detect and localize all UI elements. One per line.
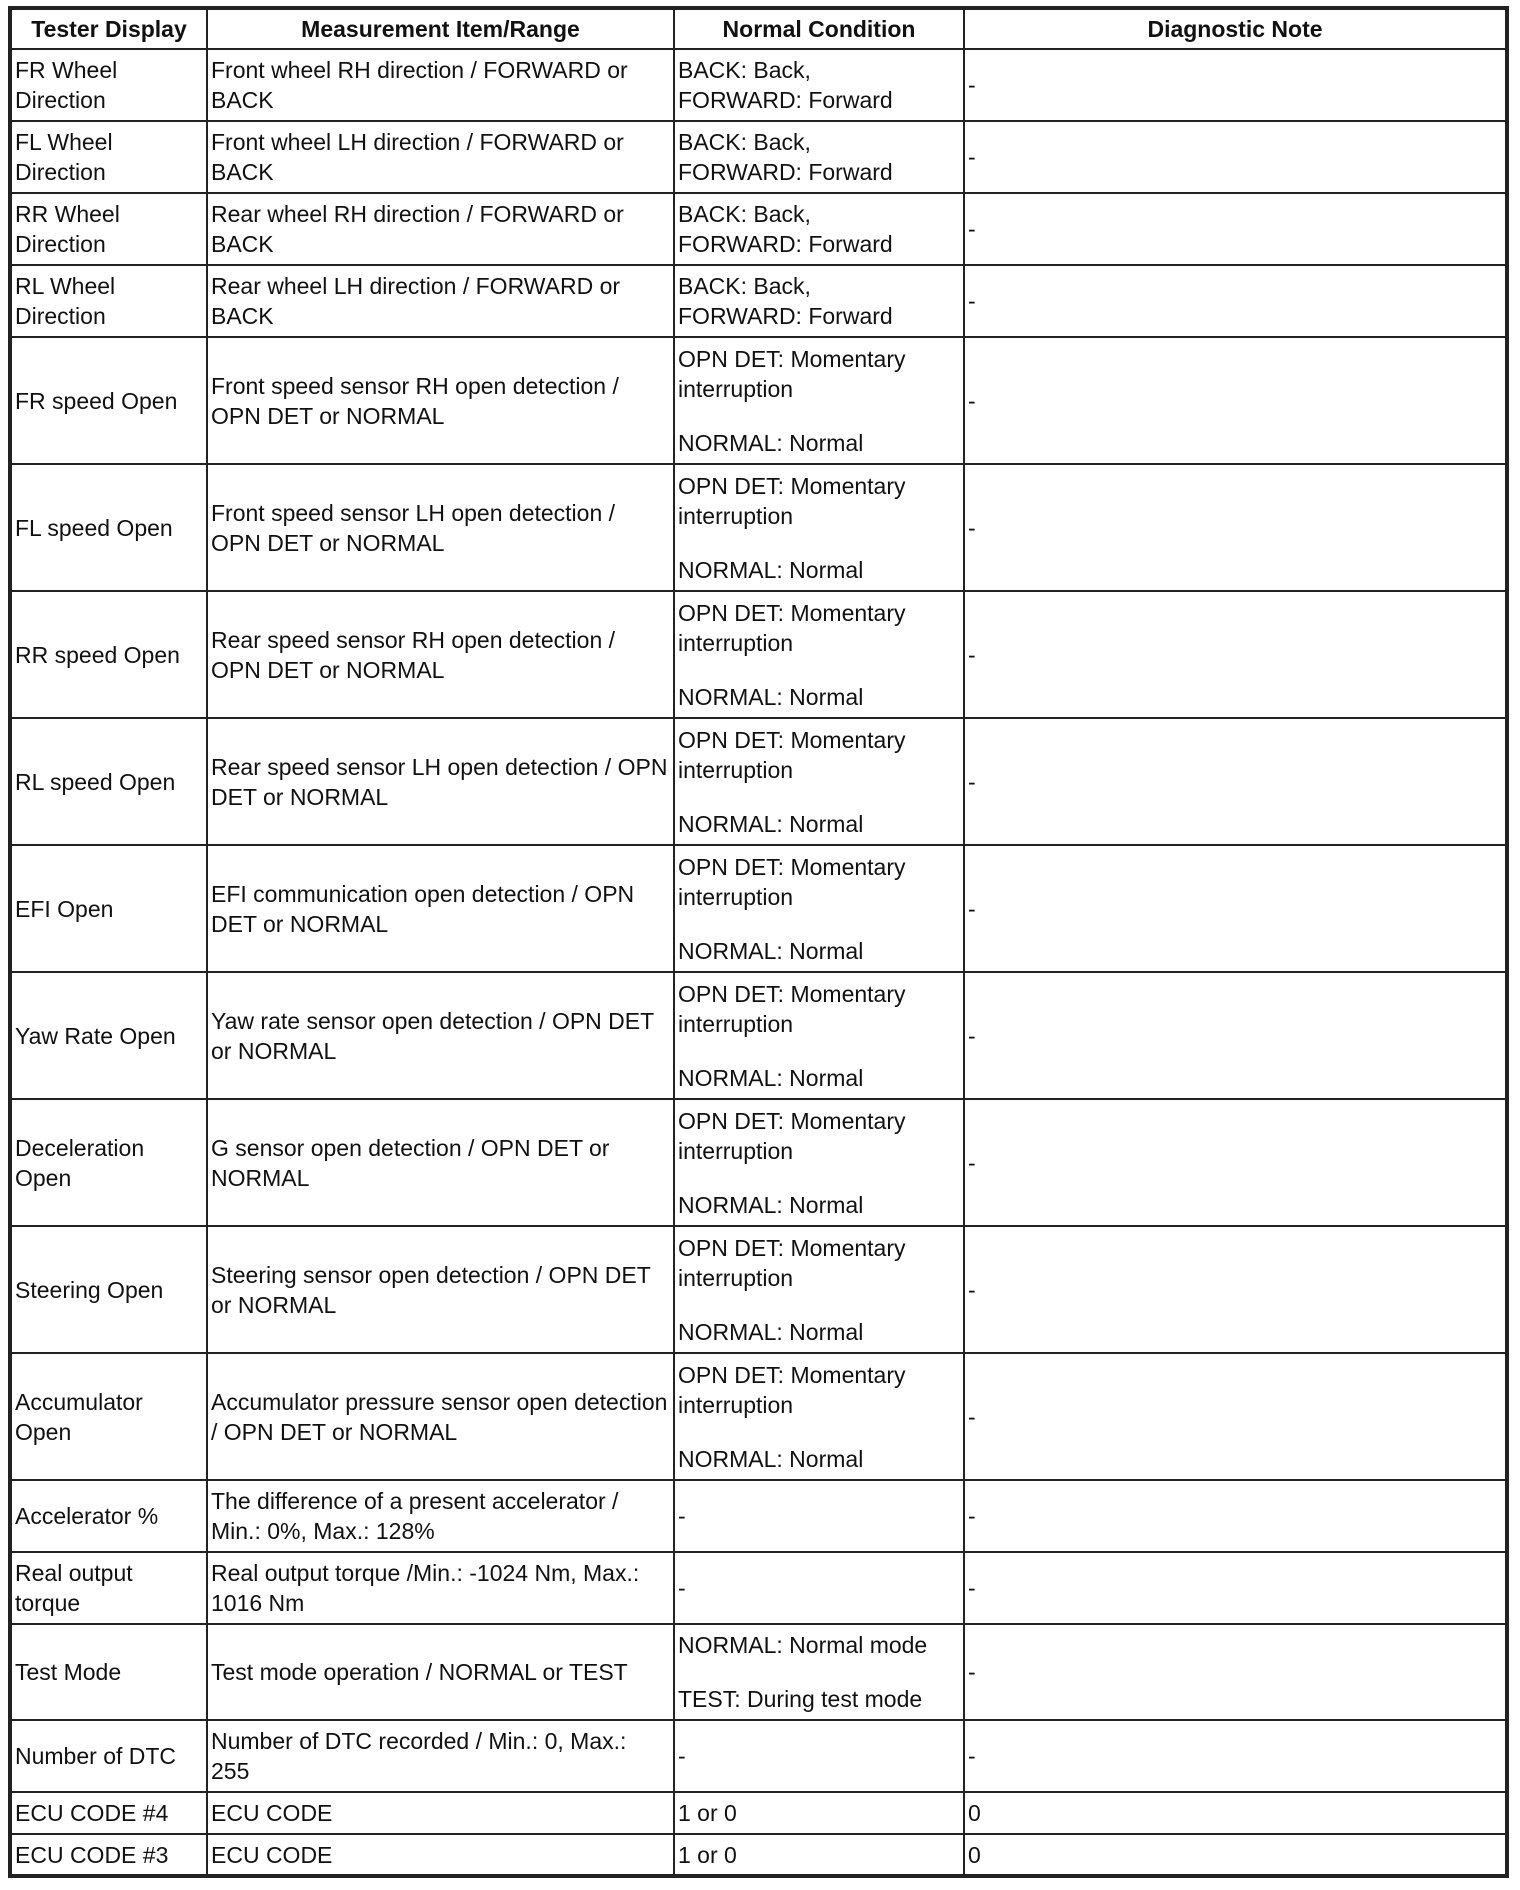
diagnostic-note-cell: -	[964, 1353, 1507, 1480]
table-row	[10, 972, 1507, 1099]
normal-condition-cell	[674, 265, 964, 337]
table-row	[10, 49, 1507, 121]
diagnostic-note-cell: -	[964, 1480, 1507, 1552]
normal-line: OPN DET: Momentary interruption	[678, 1361, 906, 1418]
normal-condition-cell	[674, 193, 964, 265]
normal-condition-cell: -	[674, 1552, 964, 1624]
data-list-table	[8, 6, 1509, 1878]
normal-line: OPN DET: Momentary interruption	[678, 980, 906, 1037]
diagnostic-note-cell: -	[964, 1720, 1507, 1792]
measurement-cell: Number of DTC recorded / Min.: 0, Max.: 255	[207, 1720, 674, 1792]
normal-line: NORMAL: Normal	[678, 937, 864, 964]
measurement-cell: EFI communication open detection / OPN DET or NORMAL	[207, 845, 674, 972]
normal-condition-cell	[674, 718, 964, 845]
table-row	[10, 1834, 1507, 1876]
tester-display-cell: Real output torque	[10, 1552, 207, 1624]
normal-line: NORMAL: Normal mode	[678, 1632, 928, 1658]
normal-line: OPN DET: Momentary interruption	[678, 599, 906, 656]
normal-line: NORMAL: Normal	[678, 1445, 864, 1472]
normal-condition-cell	[674, 845, 964, 972]
tester-display-cell: ECU CODE #3	[10, 1834, 207, 1876]
normal-line: NORMAL: Normal	[678, 1191, 864, 1218]
diagnostic-note-cell: -	[964, 193, 1507, 265]
diagnostic-note-cell: 0	[964, 1792, 1507, 1834]
table-row	[10, 1099, 1507, 1226]
normal-line: FORWARD: Forward	[678, 87, 893, 113]
diagnostic-note-cell: -	[964, 1624, 1507, 1720]
measurement-cell: Rear speed sensor LH open detection / OPN DET or NORMAL	[207, 718, 674, 845]
diagnostic-note-cell: -	[964, 591, 1507, 718]
header-diagnostic-note: Diagnostic Note	[964, 8, 1507, 49]
table-row	[10, 1720, 1507, 1792]
tester-display-cell: Accelerator %	[10, 1480, 207, 1552]
table-row	[10, 1353, 1507, 1480]
normal-condition-cell	[674, 49, 964, 121]
table-row	[10, 265, 1507, 337]
normal-condition-cell: -	[674, 1480, 964, 1552]
tester-display-cell: Number of DTC	[10, 1720, 207, 1792]
table-row	[10, 1480, 1507, 1552]
normal-line: NORMAL: Normal	[678, 556, 864, 583]
normal-line: NORMAL: Normal	[678, 810, 864, 837]
normal-line: BACK: Back,	[678, 201, 811, 227]
measurement-cell: Rear speed sensor RH open detection / OPN DET or NORMAL	[207, 591, 674, 718]
measurement-cell: The difference of a present accelerator / Min.: 0%, Max.: 128%	[207, 1480, 674, 1552]
normal-line: FORWARD: Forward	[678, 231, 893, 257]
measurement-cell: ECU CODE	[207, 1834, 674, 1876]
normal-condition-cell	[674, 1353, 964, 1480]
tester-display-cell: ECU CODE #4	[10, 1792, 207, 1834]
table-row	[10, 121, 1507, 193]
normal-line: NORMAL: Normal	[678, 1064, 864, 1091]
normal-condition-cell	[674, 1099, 964, 1226]
table-row	[10, 1624, 1507, 1720]
table-row	[10, 1552, 1507, 1624]
normal-condition-cell	[674, 464, 964, 591]
normal-condition-cell	[674, 972, 964, 1099]
normal-condition-cell	[674, 121, 964, 193]
normal-line: TEST: During test mode	[678, 1686, 923, 1712]
table-row	[10, 464, 1507, 591]
data-list-sheet	[8, 6, 1509, 1878]
diagnostic-note-cell: -	[964, 121, 1507, 193]
normal-line: OPN DET: Momentary interruption	[678, 1107, 906, 1164]
table-row	[10, 591, 1507, 718]
normal-condition-cell: -	[674, 1720, 964, 1792]
tester-display-cell: FL speed Open	[10, 464, 207, 591]
header-tester-display: Tester Display	[10, 8, 207, 49]
normal-line: OPN DET: Momentary interruption	[678, 726, 906, 783]
normal-line: BACK: Back,	[678, 129, 811, 155]
diagnostic-note-cell: -	[964, 337, 1507, 464]
diagnostic-note-cell: -	[964, 845, 1507, 972]
diagnostic-note-cell: -	[964, 265, 1507, 337]
normal-line: FORWARD: Forward	[678, 159, 893, 185]
diagnostic-note-cell: -	[964, 718, 1507, 845]
normal-line: NORMAL: Normal	[678, 1318, 864, 1345]
normal-line: OPN DET: Momentary interruption	[678, 1234, 906, 1291]
table-row	[10, 337, 1507, 464]
tester-display-cell: RL Wheel Direction	[10, 265, 207, 337]
header-normal-condition: Normal Condition	[674, 8, 964, 49]
tester-display-cell: Yaw Rate Open	[10, 972, 207, 1099]
normal-condition-cell	[674, 591, 964, 718]
normal-line: OPN DET: Momentary interruption	[678, 472, 906, 529]
header-row	[10, 8, 1507, 49]
tester-display-cell: RR Wheel Direction	[10, 193, 207, 265]
normal-line: NORMAL: Normal	[678, 683, 864, 710]
measurement-cell: Front speed sensor RH open detection / OPN DET or NORMAL	[207, 337, 674, 464]
diagnostic-note-cell: -	[964, 1226, 1507, 1353]
table-row	[10, 845, 1507, 972]
normal-condition-cell	[674, 1624, 964, 1720]
normal-line: BACK: Back,	[678, 57, 811, 83]
diagnostic-note-cell: 0	[964, 1834, 1507, 1876]
normal-line: OPN DET: Momentary interruption	[678, 345, 906, 402]
measurement-cell: Front wheel RH direction / FORWARD or BACK	[207, 49, 674, 121]
tester-display-cell: Test Mode	[10, 1624, 207, 1720]
measurement-cell: G sensor open detection / OPN DET or NORMAL	[207, 1099, 674, 1226]
measurement-cell: Real output torque /Min.: -1024 Nm, Max.: 1016 Nm	[207, 1552, 674, 1624]
diagnostic-note-cell: -	[964, 49, 1507, 121]
normal-condition-cell: 1 or 0	[674, 1834, 964, 1876]
tester-display-cell: RR speed Open	[10, 591, 207, 718]
measurement-cell: Rear wheel RH direction / FORWARD or BACK	[207, 193, 674, 265]
diagnostic-note-cell: -	[964, 1552, 1507, 1624]
measurement-cell: Front speed sensor LH open detection / OPN DET or NORMAL	[207, 464, 674, 591]
measurement-cell: Rear wheel LH direction / FORWARD or BACK	[207, 265, 674, 337]
measurement-cell: Steering sensor open detection / OPN DET or NORMAL	[207, 1226, 674, 1353]
header-measurement: Measurement Item/Range	[207, 8, 674, 49]
normal-line: NORMAL: Normal	[678, 429, 864, 456]
diagnostic-note-cell: -	[964, 464, 1507, 591]
tester-display-cell: Steering Open	[10, 1226, 207, 1353]
normal-condition-cell	[674, 1226, 964, 1353]
diagnostic-note-cell: -	[964, 972, 1507, 1099]
normal-condition-cell: 1 or 0	[674, 1792, 964, 1834]
diagnostic-note-cell: -	[964, 1099, 1507, 1226]
measurement-cell: ECU CODE	[207, 1792, 674, 1834]
table-row	[10, 718, 1507, 845]
tester-display-cell: Deceleration Open	[10, 1099, 207, 1226]
normal-line: BACK: Back,	[678, 273, 811, 299]
normal-line: FORWARD: Forward	[678, 303, 893, 329]
tester-display-cell: FR Wheel Direction	[10, 49, 207, 121]
measurement-cell: Test mode operation / NORMAL or TEST	[207, 1624, 674, 1720]
measurement-cell: Accumulator pressure sensor open detection / OPN DET or NORMAL	[207, 1353, 674, 1480]
table-row	[10, 1792, 1507, 1834]
measurement-cell: Yaw rate sensor open detection / OPN DET or NORMAL	[207, 972, 674, 1099]
table-row	[10, 193, 1507, 265]
table-row	[10, 1226, 1507, 1353]
normal-line: OPN DET: Momentary interruption	[678, 853, 906, 910]
tester-display-cell: Accumulator Open	[10, 1353, 207, 1480]
normal-condition-cell	[674, 337, 964, 464]
tester-display-cell: RL speed Open	[10, 718, 207, 845]
measurement-cell: Front wheel LH direction / FORWARD or BACK	[207, 121, 674, 193]
tester-display-cell: FR speed Open	[10, 337, 207, 464]
tester-display-cell: FL Wheel Direction	[10, 121, 207, 193]
tester-display-cell: EFI Open	[10, 845, 207, 972]
